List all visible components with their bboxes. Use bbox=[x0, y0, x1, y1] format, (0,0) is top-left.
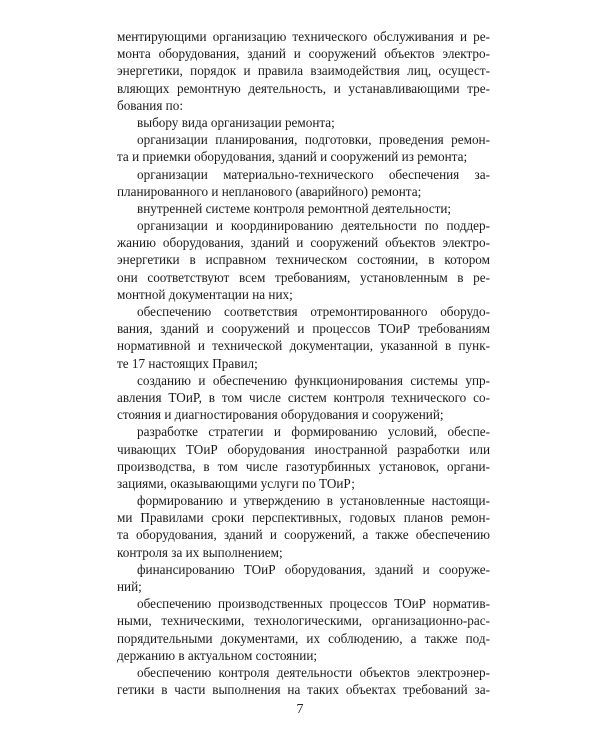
text-line: выбору вида организации ремонта; bbox=[137, 114, 335, 130]
text-line: жанию оборудования, зданий и сооружений объектов электро- bbox=[117, 235, 490, 251]
text-line: порядительными документами, их соблюдению, а также под- bbox=[117, 630, 490, 646]
text-line: они соответствуют всем требованиям, установленным в ре- bbox=[117, 269, 490, 285]
text-line: авления ТОиР, в том числе систем контроля технического со- bbox=[117, 389, 490, 405]
page-number: 7 bbox=[296, 702, 304, 717]
text-line: разработке стратегии и формированию условий, обеспе- bbox=[137, 424, 490, 440]
text-line: ми Правилами сроки перспективных, годовых планов ремон- bbox=[117, 510, 490, 526]
text-line: ментирующими организацию технического обслуживания и ре- bbox=[117, 29, 490, 44]
text-line: монтной документации на них; bbox=[117, 286, 293, 302]
text-line: организации планирования, подготовки, проведения ремон- bbox=[137, 132, 490, 148]
text-line: чивающих ТОиР оборудования иностранной разработки или bbox=[117, 441, 490, 457]
text-line: планированного и непланового (аварийного) ремонта; bbox=[117, 183, 422, 199]
text-line: организации материально-технического обеспечения за- bbox=[137, 166, 490, 182]
text-line: ными, техническими, технологическими, организационно-рас- bbox=[117, 613, 490, 629]
text-line: та оборудования, зданий и сооружений, а также обеспечению bbox=[117, 527, 490, 543]
page-body bbox=[117, 28, 490, 698]
text-line: зациями, оказывающими услуги по ТОиР; bbox=[117, 475, 355, 491]
text-line: энергетики в исправном техническом состоянии, в котором bbox=[117, 252, 490, 268]
text-block bbox=[117, 28, 490, 698]
text-line: монта оборудования, зданий и сооружений объектов электро- bbox=[117, 46, 490, 62]
text-line: организации и координированию деятельности по поддер- bbox=[137, 218, 490, 234]
text-line: внутренней системе контроля ремонтной деятельности; bbox=[137, 200, 452, 216]
text-line: финансированию ТОиР оборудования, зданий и сооруже- bbox=[137, 561, 490, 577]
text-line: те 17 настоящих Правил; bbox=[117, 355, 258, 371]
text-line: держанию в актуальном состоянии; bbox=[117, 647, 318, 663]
text-line: контроля за их выполнением; bbox=[117, 544, 283, 560]
text-line: энергетики, порядок и правила взаимодействия лиц, осущест- bbox=[117, 63, 490, 79]
text-line: обеспечению контроля деятельности объектов электроэнер- bbox=[137, 664, 490, 680]
text-line: нормативной и технической документации, указанной в пунк- bbox=[117, 338, 490, 354]
text-line: ний; bbox=[117, 579, 142, 594]
text-line: созданию и обеспечению функционирования системы упр- bbox=[137, 372, 490, 388]
text-line: та и приемки оборудования, зданий и сооружений из ремонта; bbox=[117, 149, 468, 165]
text-line: вания, зданий и сооружений и процессов ТОиР требованиям bbox=[117, 321, 490, 337]
text-line: гетики в части выполнения на таких объектах требований за- bbox=[117, 682, 490, 698]
text-line: производства, в том числе газотурбинных установок, органи- bbox=[117, 458, 490, 474]
text-line: формированию и утверждению в установленные настоящи- bbox=[137, 493, 490, 509]
text-line: обеспечению производственных процессов ТОиР норматив- bbox=[137, 596, 490, 612]
text-line: вляющих ремонтную деятельность, и устанавливающими тре- bbox=[117, 80, 490, 96]
text-line: обеспечению соответствия отремонтированного оборудо- bbox=[137, 304, 490, 319]
text-line: стояния и диагностирования оборудования и сооружений; bbox=[117, 407, 444, 423]
text-line: бования по: bbox=[117, 97, 184, 113]
